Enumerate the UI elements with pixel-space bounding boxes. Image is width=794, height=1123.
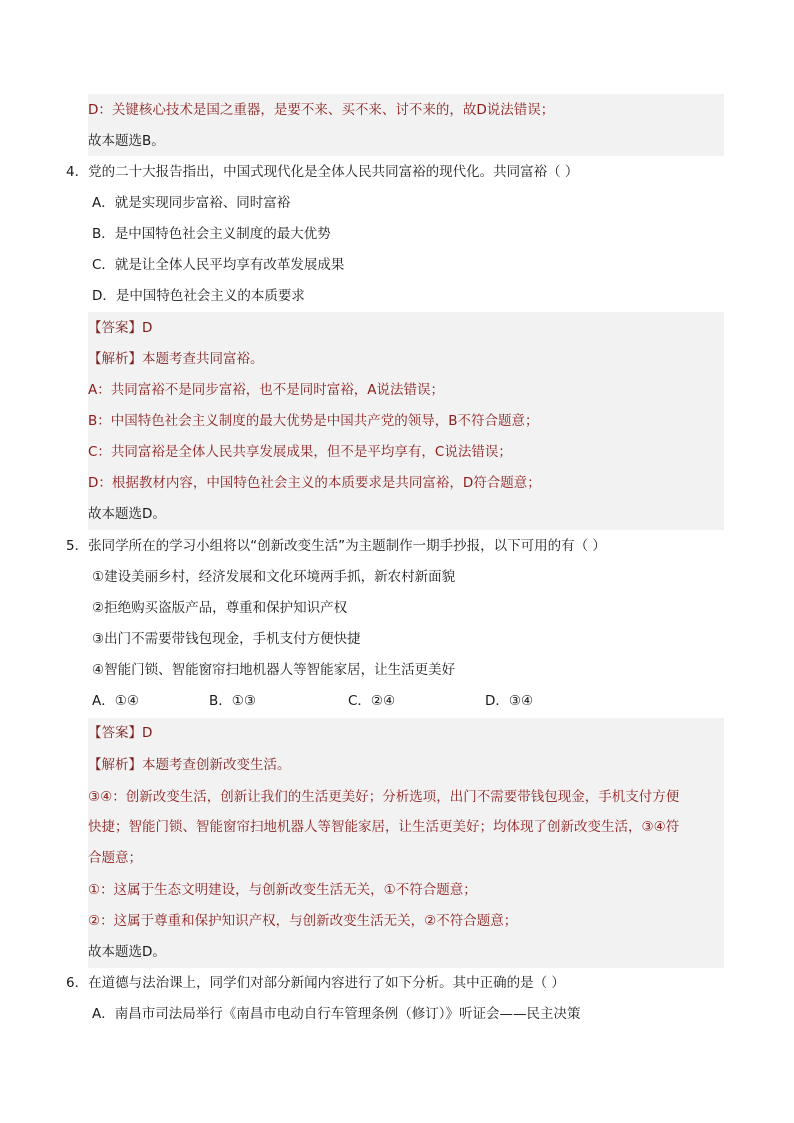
question-5-analysis-line: ①：这属于生态文明建设，与创新改变生活无关，①不符合题意； [88, 882, 477, 898]
analysis-line: D：关键核心技术是国之重器，是要不来、买不来、讨不来的，故D说法错误； [88, 102, 555, 118]
question-4-option-b: B．是中国特色社会主义制度的最大优势 [92, 226, 331, 242]
question-6-option-a: A．南昌市司法局举行《南昌市电动自行车管理条例（修订）》听证会——民主决策 [92, 1006, 581, 1022]
question-5-choice-c: C．②④ [348, 693, 396, 709]
question-6-stem: 6．在道德与法治课上，同学们对部分新闻内容进行了如下分析。其中正确的是（ ） [66, 975, 565, 991]
question-5-item-3: ③出门不需要带钱包现金，手机支付方便快捷 [92, 631, 361, 647]
question-5-item-1: ①建设美丽乡村，经济发展和文化环境两手抓，新农村新面貌 [92, 569, 456, 585]
question-5-conclusion: 故本题选D。 [88, 944, 166, 960]
question-5-item-4: ④智能门锁、智能窗帘扫地机器人等智能家居，让生活更美好 [92, 662, 456, 678]
question-5-stem: 5．张同学所在的学习小组将以“创新改变生活”为主题制作一期手抄报，以下可用的有（ ） [66, 538, 606, 554]
question-4-analysis-line: A：共同富裕不是同步富裕，也不是同时富裕，A说法错误； [88, 382, 444, 398]
question-4-answer: 【答案】D [88, 320, 153, 336]
question-5-analysis-line: ③④：创新改变生活，创新让我们的生活更美好；分析选项，出门不需要带钱包现金，手机支付方便 [88, 789, 680, 805]
analysis-conclusion: 故本题选B。 [88, 133, 165, 149]
question-4-analysis-line: B：中国特色社会主义制度的最大优势是中国共产党的领导，B不符合题意； [88, 413, 539, 429]
question-4-option-d: D．是中国特色社会主义的本质要求 [92, 288, 305, 304]
question-4-analysis-line: D：根据教材内容，中国特色社会主义的本质要求是共同富裕，D符合题意； [88, 475, 541, 491]
question-4-conclusion: 故本题选D。 [88, 506, 166, 522]
question-5-analysis-line: 合题意； [88, 850, 142, 866]
question-4-option-a: A．就是实现同步富裕、同时富裕 [92, 195, 291, 211]
question-5-analysis-line: 快捷；智能门锁、智能窗帘扫地机器人等智能家居，让生活更美好；均体现了创新改变生活，③④符 [88, 819, 680, 835]
question-4-analysis-line: C：共同富裕是全体人民共享发展成果，但不是平均享有，C说法错误； [88, 444, 512, 460]
question-5-choice-a: A．①④ [92, 693, 139, 709]
question-5-answer: 【答案】D [88, 725, 153, 741]
question-5-item-2: ②拒绝购买盗版产品，尊重和保护知识产权 [92, 600, 348, 616]
question-5-analysis-line: ②：这属于尊重和保护知识产权，与创新改变生活无关，②不符合题意； [88, 913, 518, 929]
question-4-option-c: C．就是让全体人民平均享有改革发展成果 [92, 257, 345, 273]
question-5-choice-b: B．①③ [209, 693, 256, 709]
question-4-stem: 4．党的二十大报告指出，中国式现代化是全体人民共同富裕的现代化。共同富裕（ ） [66, 164, 579, 180]
question-5-choice-d: D．③④ [485, 693, 534, 709]
question-5-analysis-intro: 【解析】本题考查创新改变生活。 [88, 757, 291, 773]
question-4-analysis-intro: 【解析】本题考查共同富裕。 [88, 351, 264, 367]
